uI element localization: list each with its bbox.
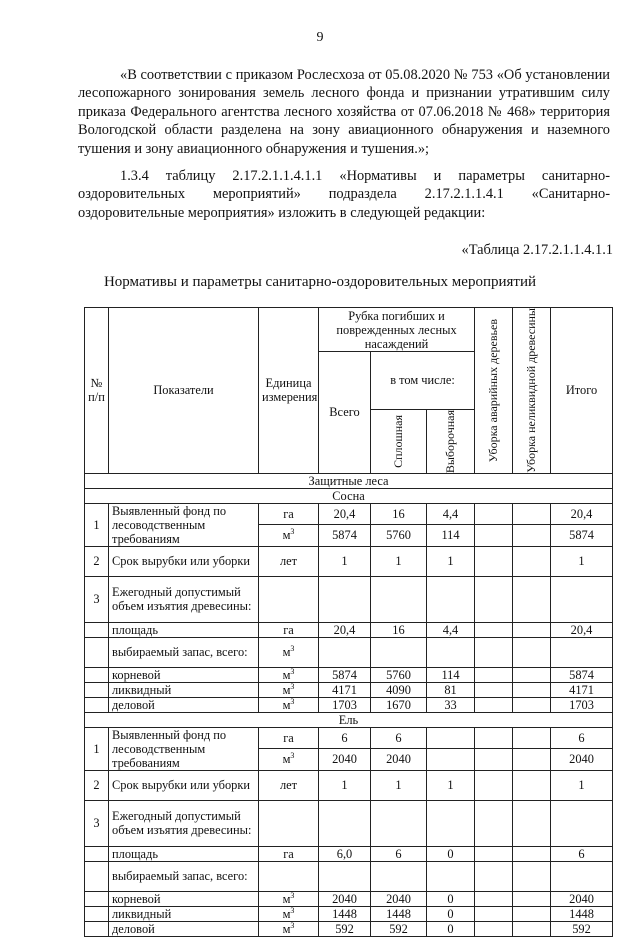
row-number: 3 — [85, 576, 109, 622]
table-title: Нормативы и параметры санитарно-оздоровительных мероприятий — [103, 274, 537, 290]
row-indicator: Выявленный фонд по лесоводственным требованиям — [109, 727, 259, 770]
total-cell: 1 — [319, 770, 371, 800]
page-number: 9 — [316, 30, 324, 45]
clear-felling-cell: 5760 — [371, 525, 427, 547]
row-indicator: Срок вырубки или уборки — [109, 770, 259, 800]
itogo-cell: 5874 — [551, 667, 613, 682]
selective-felling-cell: 114 — [427, 525, 475, 547]
clear-felling-cell — [371, 637, 427, 667]
illiquid-cell — [513, 800, 551, 846]
table-row — [85, 846, 613, 861]
row-indicator: Срок вырубки или уборки — [109, 546, 259, 576]
itogo-cell: 1 — [551, 546, 613, 576]
illiquid-cell — [513, 770, 551, 800]
table-row — [85, 682, 613, 697]
header-unit: Единица измерения — [259, 308, 319, 474]
itogo-cell: 2040 — [551, 749, 613, 771]
total-cell: 5874 — [319, 667, 371, 682]
table-row — [85, 770, 613, 800]
emergency-cell — [475, 846, 513, 861]
unit-cell: га — [259, 727, 319, 749]
illiquid-cell — [513, 749, 551, 771]
itogo-cell — [551, 637, 613, 667]
total-cell: 20,4 — [319, 503, 371, 525]
selective-felling-cell: 0 — [427, 846, 475, 861]
illiquid-cell — [513, 682, 551, 697]
table-row — [85, 546, 613, 576]
selective-felling-cell: 0 — [427, 891, 475, 906]
itogo-cell: 4171 — [551, 682, 613, 697]
itogo-cell — [551, 861, 613, 891]
clear-felling-cell: 1448 — [371, 906, 427, 921]
total-cell: 6 — [319, 727, 371, 749]
row-number: 1 — [85, 503, 109, 546]
species-row: Сосна — [85, 488, 613, 503]
illiquid-cell — [513, 503, 551, 525]
itogo-cell: 1 — [551, 770, 613, 800]
unit-cell: $м^3$ — [259, 921, 319, 936]
table-row — [85, 921, 613, 936]
row-indicator: Ежегодный допустимый объем изъятия древесины: — [109, 800, 259, 846]
header-selective-felling: Выборочная — [427, 409, 475, 473]
row-number: 1 — [85, 727, 109, 770]
total-cell — [319, 576, 371, 622]
clear-felling-cell: 5760 — [371, 667, 427, 682]
emergency-cell — [475, 503, 513, 525]
itogo-cell: 6 — [551, 727, 613, 749]
emergency-cell — [475, 906, 513, 921]
header-clear-felling: Сплошная — [371, 409, 427, 473]
table-row — [85, 861, 613, 891]
unit-cell: $м^3$ — [259, 697, 319, 712]
unit-cell: $м^3$ — [259, 906, 319, 921]
emergency-cell — [475, 525, 513, 547]
row-indicator: площадь — [109, 622, 259, 637]
emergency-cell — [475, 727, 513, 749]
emergency-cell — [475, 622, 513, 637]
row-indicator: деловой — [109, 697, 259, 712]
clear-felling-cell: 1670 — [371, 697, 427, 712]
row-indicator: корневой — [109, 667, 259, 682]
unit-cell: лет — [259, 546, 319, 576]
species-row: Ель — [85, 712, 613, 727]
table-row — [85, 622, 613, 637]
emergency-cell — [475, 800, 513, 846]
selective-felling-cell: 1 — [427, 770, 475, 800]
itogo-cell: 20,4 — [551, 503, 613, 525]
itogo-cell: 1448 — [551, 906, 613, 921]
selective-felling-cell — [427, 576, 475, 622]
illiquid-cell — [513, 727, 551, 749]
row-number: 2 — [85, 770, 109, 800]
total-cell: 4171 — [319, 682, 371, 697]
header-total-all: Всего — [319, 352, 371, 474]
illiquid-cell — [513, 667, 551, 682]
emergency-cell — [475, 770, 513, 800]
selective-felling-cell: 1 — [427, 546, 475, 576]
total-cell: 1 — [319, 546, 371, 576]
row-number — [85, 846, 109, 861]
row-indicator: выбираемый запас, всего: — [109, 861, 259, 891]
table-row — [85, 727, 613, 749]
header-indicators: Показатели — [109, 308, 259, 474]
selective-felling-cell — [427, 861, 475, 891]
sanitary-measures-table — [84, 307, 613, 937]
header-felling: Рубка погибших и поврежденных лесных насаждений — [319, 308, 475, 352]
paragraph-order-reference: «В соответствии с приказом Рослесхоза от 05.08.2020 № 753 «Об установлении лесопожарного зонирования земель лесного фонда и признании утратившим силу приказа Федерального агентства лесного хозяйства от 07.06.2018 № 468» территория Вологодской области разделена на зону авиационного обнаружения и наземного тушения и зону авиационного обнаружения и тушения.»; — [78, 67, 610, 157]
emergency-cell — [475, 697, 513, 712]
clear-felling-cell — [371, 800, 427, 846]
illiquid-cell — [513, 697, 551, 712]
row-indicator: деловой — [109, 921, 259, 936]
total-cell: 1448 — [319, 906, 371, 921]
emergency-cell — [475, 682, 513, 697]
table-row — [85, 800, 613, 846]
itogo-cell: 5874 — [551, 525, 613, 547]
table-row — [85, 667, 613, 682]
row-indicator: ликвидный — [109, 906, 259, 921]
itogo-cell: 592 — [551, 921, 613, 936]
illiquid-cell — [513, 846, 551, 861]
table-row — [85, 906, 613, 921]
header-including: в том числе: — [371, 352, 475, 410]
itogo-cell — [551, 800, 613, 846]
unit-cell: $м^3$ — [259, 637, 319, 667]
itogo-cell: 2040 — [551, 891, 613, 906]
row-number — [85, 637, 109, 667]
row-indicator: Ежегодный допустимый объем изъятия древесины: — [109, 576, 259, 622]
selective-felling-cell — [427, 637, 475, 667]
unit-cell: га — [259, 622, 319, 637]
unit-cell: $м^3$ — [259, 525, 319, 547]
row-number — [85, 697, 109, 712]
row-number — [85, 622, 109, 637]
total-cell: 1703 — [319, 697, 371, 712]
row-indicator: выбираемый запас, всего: — [109, 637, 259, 667]
header-emergency: Уборка аварийных деревьев — [475, 308, 513, 474]
header-itogo: Итого — [551, 308, 613, 474]
itogo-cell: 20,4 — [551, 622, 613, 637]
row-number — [85, 682, 109, 697]
illiquid-cell — [513, 525, 551, 547]
row-indicator: Выявленный фонд по лесоводственным требованиям — [109, 503, 259, 546]
unit-cell — [259, 576, 319, 622]
selective-felling-cell — [427, 800, 475, 846]
selective-felling-cell: 4,4 — [427, 503, 475, 525]
emergency-cell — [475, 576, 513, 622]
unit-cell — [259, 861, 319, 891]
unit-cell: лет — [259, 770, 319, 800]
unit-cell: $м^3$ — [259, 891, 319, 906]
clear-felling-cell — [371, 861, 427, 891]
clear-felling-cell: 6 — [371, 727, 427, 749]
row-indicator: ликвидный — [109, 682, 259, 697]
section-row: Защитные леса — [85, 473, 613, 488]
unit-cell: $м^3$ — [259, 749, 319, 771]
clear-felling-cell: 6 — [371, 846, 427, 861]
selective-felling-cell: 81 — [427, 682, 475, 697]
table-row — [85, 576, 613, 622]
unit-cell: га — [259, 846, 319, 861]
selective-felling-cell — [427, 749, 475, 771]
unit-cell: $м^3$ — [259, 682, 319, 697]
illiquid-cell — [513, 546, 551, 576]
row-number: 3 — [85, 800, 109, 846]
emergency-cell — [475, 667, 513, 682]
clear-felling-cell: 1 — [371, 546, 427, 576]
selective-felling-cell: 0 — [427, 906, 475, 921]
header-num: № п/п — [85, 308, 109, 474]
total-cell — [319, 637, 371, 667]
itogo-cell: 1703 — [551, 697, 613, 712]
total-cell: 2040 — [319, 749, 371, 771]
total-cell — [319, 861, 371, 891]
row-indicator: площадь — [109, 846, 259, 861]
total-cell: 5874 — [319, 525, 371, 547]
emergency-cell — [475, 749, 513, 771]
clear-felling-cell: 592 — [371, 921, 427, 936]
emergency-cell — [475, 546, 513, 576]
row-number — [85, 667, 109, 682]
clear-felling-cell: 2040 — [371, 891, 427, 906]
selective-felling-cell: 114 — [427, 667, 475, 682]
total-cell: 20,4 — [319, 622, 371, 637]
clear-felling-cell: 4090 — [371, 682, 427, 697]
illiquid-cell — [513, 622, 551, 637]
clear-felling-cell: 16 — [371, 622, 427, 637]
total-cell: 592 — [319, 921, 371, 936]
unit-cell: $м^3$ — [259, 667, 319, 682]
illiquid-cell — [513, 576, 551, 622]
total-cell: 6,0 — [319, 846, 371, 861]
unit-cell: га — [259, 503, 319, 525]
emergency-cell — [475, 861, 513, 891]
paragraph-table-amendment: 1.3.4 таблицу 2.17.2.1.1.4.1.1 «Нормативы и параметры санитарно-оздоровительных мероприятий» подраздела 2.17.2.1.1.4.1 «Санитарно-оздоровительные мероприятия» изложить в следующей редакции: — [78, 168, 610, 221]
selective-felling-cell: 0 — [427, 921, 475, 936]
table-number-label: «Таблица 2.17.2.1.1.4.1.1 — [461, 242, 613, 258]
row-number: 2 — [85, 546, 109, 576]
clear-felling-cell: 1 — [371, 770, 427, 800]
clear-felling-cell — [371, 576, 427, 622]
row-number — [85, 861, 109, 891]
emergency-cell — [475, 637, 513, 667]
header-illiquid: Уборка неликвидной древесины — [513, 308, 551, 474]
illiquid-cell — [513, 921, 551, 936]
total-cell — [319, 800, 371, 846]
table-row — [85, 503, 613, 525]
table-row — [85, 697, 613, 712]
clear-felling-cell: 16 — [371, 503, 427, 525]
illiquid-cell — [513, 906, 551, 921]
illiquid-cell — [513, 637, 551, 667]
table-row — [85, 637, 613, 667]
selective-felling-cell: 4,4 — [427, 622, 475, 637]
itogo-cell: 6 — [551, 846, 613, 861]
total-cell: 2040 — [319, 891, 371, 906]
unit-cell — [259, 800, 319, 846]
selective-felling-cell: 33 — [427, 697, 475, 712]
illiquid-cell — [513, 861, 551, 891]
row-indicator: корневой — [109, 891, 259, 906]
row-number — [85, 921, 109, 936]
row-number — [85, 906, 109, 921]
selective-felling-cell — [427, 727, 475, 749]
clear-felling-cell: 2040 — [371, 749, 427, 771]
itogo-cell — [551, 576, 613, 622]
emergency-cell — [475, 921, 513, 936]
